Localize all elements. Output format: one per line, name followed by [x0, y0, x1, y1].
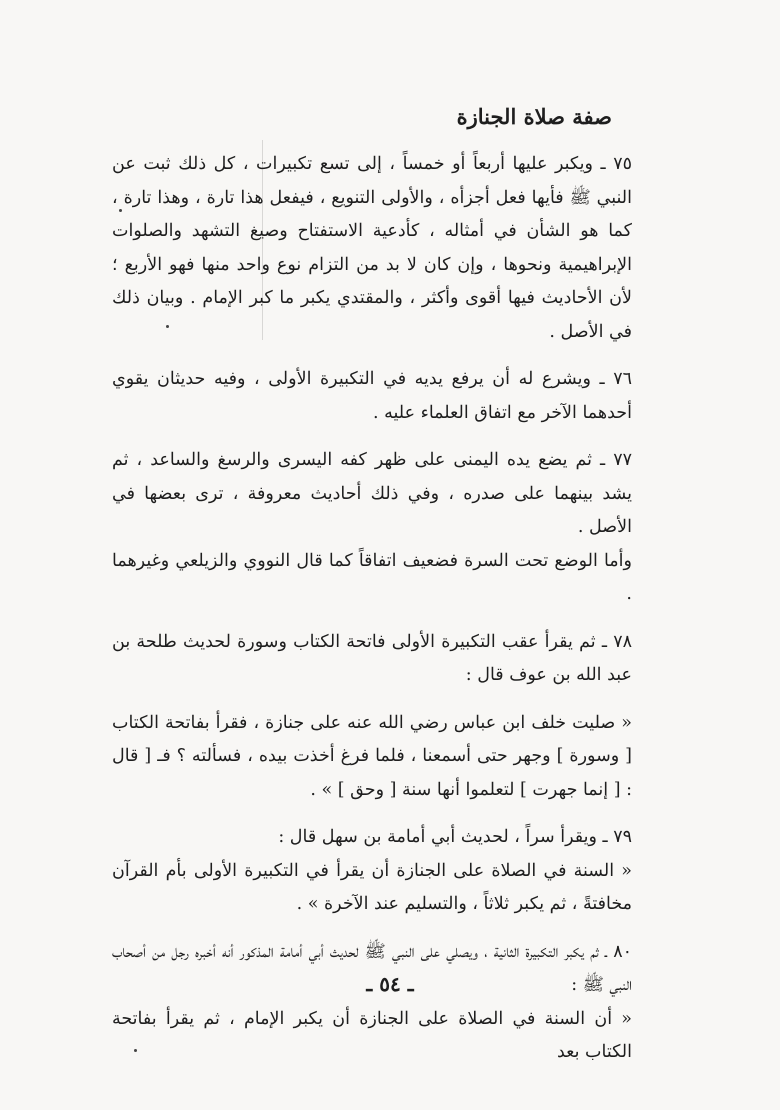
paragraph-77-note: وأما الوضع تحت السرة فضعيف اتفاقاً كما قال النووي والزيلعي وغيرهما . [112, 550, 632, 604]
quote-79: « السنة في الصلاة على الجنازة أن يقرأ في التكبيرة الأولى بأم القرآن مخافتةً ، ثم يكبر ثلاثاً ، والتسليم عند الآخرة » . [112, 860, 632, 914]
paragraph-77: ٧٧ ـ ثم يضع يده اليمنى على ظهر كفه اليسرى والرسغ والساعد ، ثم يشد بينهما على صدره ، وفي ذلك أحاديث معروفة ، ترى بعضها في الأصل . [112, 450, 632, 537]
quote-80: « أن السنة في الصلاة على الجنازة أن يكبر الإمام ، ثم يقرأ بفاتحة الكتاب بعد [112, 1008, 632, 1062]
page-body [112, 148, 632, 1070]
paragraph-79: ٧٩ ـ ويقرأ سراً ، لحديث أبي أمامة بن سهل قال : [278, 827, 632, 847]
scan-speck [134, 1049, 137, 1052]
scan-speck [119, 209, 122, 212]
scan-speck [166, 325, 169, 328]
quote-78: « صليت خلف ابن عباس رضي الله عنه على جنازة ، فقرأ بفاتحة الكتاب [ وسورة ] وجهر حتى أسمعنا ، فلما فرغ أخذت بيده ، فسألته ؟ فـ [ قال : [ إنما جهرت ] لتعلموا أنها سنة [ وحق ] » . [112, 712, 632, 800]
paragraph-75: ٧٥ ـ ويكبر عليها أربعاً أو خمساً ، إلى تسع تكبيرات ، كل ذلك ثبت عن النبي ﷺ فأيها فعل أجزأه ، والأولى التنويع ، فيفعل هذا تارة ، وهذا تارة ، كما هو الشأن في أمثاله ، كأدعية الاستفتاح وصيغ التشهد والصلوات الإبراهيمية ونحوها ، وإن كان لا بد من التزام نوع واحد منها فهو الأربع ؛ لأن الأحاديث فيها أقوى وأكثر ، والمقتدي يكبر ما كبر الإمام . وبيان ذلك في الأصل . [112, 154, 632, 342]
paragraph-78: ٧٨ ـ ثم يقرأ عقب التكبيرة الأولى فاتحة الكتاب وسورة لحديث طلحة بن عبد الله بن عوف قال : [112, 631, 632, 685]
paragraph-76: ٧٦ ـ ويشرع له أن يرفع يديه في التكبيرة الأولى ، وفيه حديثان يقوي أحدهما الآخر مع اتفاق العلماء عليه . [112, 369, 632, 423]
paragraph-80: ٨٠ ـ ثم يكبر التكبيرة الثانية ، ويصلي على النبي ﷺ لحديث أبي أمامة المذكور أنه أخبره رجل من أصحاب النبي ﷺ : [112, 941, 632, 995]
page-number: ـ ٥٤ ـ [366, 972, 414, 996]
page-header-title: صفة صلاة الجنازة [456, 104, 612, 129]
